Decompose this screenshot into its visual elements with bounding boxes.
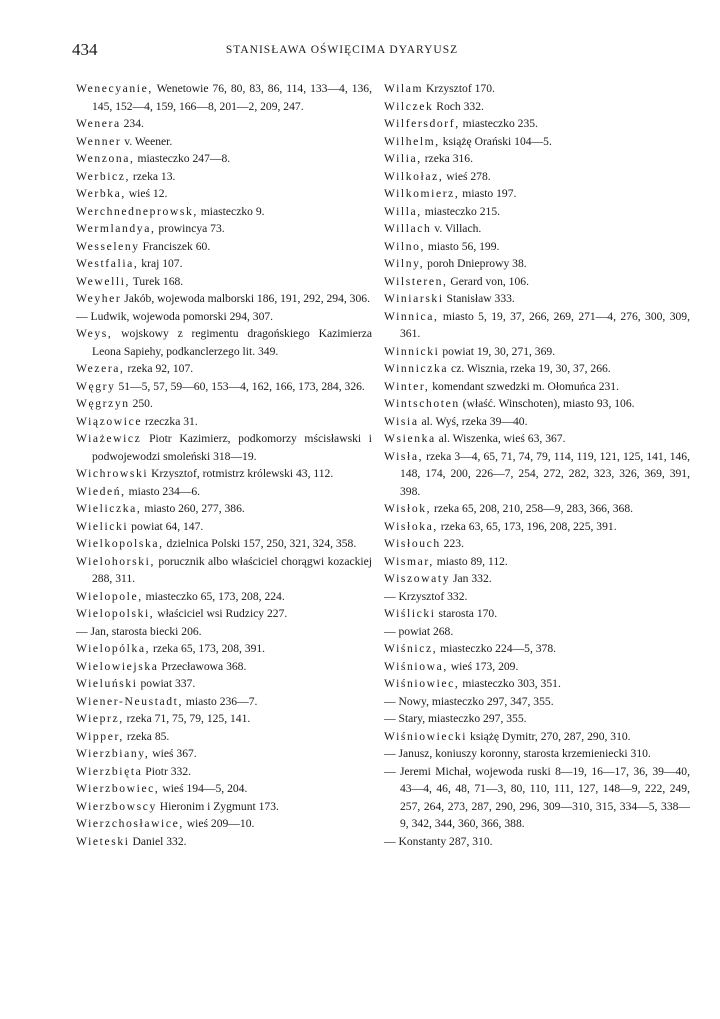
index-entry (76, 535, 372, 553)
entry-references: miasteczko 65, 173, 208, 224. (142, 589, 285, 603)
index-entry (384, 448, 690, 501)
index-entry (76, 360, 372, 378)
entry-references: miasteczko 224—5, 378. (437, 642, 557, 655)
entry-headword: Wielicki (76, 519, 129, 533)
entry-references: — Jan, starosta biecki 206. (76, 624, 202, 638)
entry-references: miasteczko 303, 351. (459, 677, 561, 690)
entry-headword: Wierzbowiec, (76, 782, 160, 795)
index-entry (384, 360, 690, 378)
entry-headword: Wilia, (384, 152, 422, 165)
entry-references: powiat 19, 30, 271, 369. (439, 344, 556, 358)
entry-references: al. Wiszenka, wieś 63, 367. (435, 432, 566, 445)
index-entry (76, 133, 372, 151)
index-entry (384, 500, 690, 518)
entry-headword: Wierzbowscy (76, 799, 157, 813)
index-entry (384, 395, 690, 413)
entry-headword: Wisłoka, (384, 519, 438, 533)
entry-references: rzeka 71, 75, 79, 125, 141. (123, 712, 251, 725)
entry-headword: Werbka, (76, 187, 126, 200)
index-entry (76, 763, 372, 781)
entry-headword: Wenecyanie, (76, 82, 153, 95)
entry-references: wieś 173, 209. (447, 659, 519, 673)
entry-references: Piotr Kazimierz, podkomorzy mścisławski i podwojewodzi smoleński 318—19. (92, 432, 372, 463)
entry-references: miasteczko 9. (197, 204, 265, 218)
index-entry (384, 553, 690, 571)
entry-references: cz. Wisznia, rzeka 19, 30, 37, 266. (448, 362, 611, 375)
index-entry (76, 220, 372, 238)
index-entry (384, 238, 690, 256)
entry-headword: Wiszowaty (384, 572, 451, 585)
index-entry (384, 623, 690, 641)
entry-headword: Wermlandya, (76, 222, 156, 235)
entry-references: Turek 168. (130, 274, 184, 288)
entry-headword: Werchnedneprowsk, (76, 204, 198, 218)
index-entry (384, 168, 690, 186)
entry-headword: Wilhelm, (384, 134, 440, 148)
index-entry (384, 343, 690, 361)
entry-headword: Wielopólka, (76, 642, 151, 655)
entry-references: porucznik albo właściciel chorągwi kozackiej 288, 311. (92, 554, 372, 585)
entry-headword: Wieprz, (76, 712, 124, 725)
index-entry (384, 588, 690, 606)
index-entry (76, 115, 372, 133)
index-entry (76, 378, 372, 396)
entry-references: — Ludwik, wojewoda pomorski 294, 307. (76, 309, 274, 323)
entry-headword: Węgrzyn (76, 397, 130, 410)
entry-references: Krzysztof, rotmistrz królewski 43, 112. (148, 467, 334, 480)
entry-references: 250. (129, 397, 153, 410)
entry-references: prowincya 73. (155, 222, 225, 235)
entry-headword: Wiedeń, (76, 484, 126, 498)
entry-headword: Wisłok, (384, 502, 432, 515)
entry-headword: Wsienka (384, 432, 436, 445)
entry-references: miasto 236—7. (183, 694, 258, 708)
index-entry (76, 553, 372, 588)
entry-references: wieś 12. (125, 187, 168, 200)
entry-headword: Wilsteren, (384, 274, 448, 288)
entry-headword: Wisia (384, 414, 419, 428)
entry-references: al. Wyś, rzeka 39—40. (418, 414, 528, 428)
entry-headword: Wielkopolska, (76, 537, 164, 550)
index-entry (76, 80, 372, 115)
entry-headword: Weys, (76, 327, 113, 340)
entry-references: wieś 367. (149, 747, 197, 760)
entry-headword: Wierzbiany, (76, 747, 150, 760)
index-entry (384, 378, 690, 396)
entry-references: rzeka 63, 65, 173, 196, 208, 225, 391. (437, 519, 617, 533)
entry-references: dzielnica Polski 157, 250, 321, 324, 358. (163, 537, 357, 550)
entry-references: Jakób, wojewoda malborski 186, 191, 292, 294, 306. (121, 292, 370, 305)
index-entry (384, 728, 690, 746)
entry-references: rzeczka 31. (142, 414, 198, 428)
entry-headword: Wieliczka, (76, 502, 142, 515)
entry-references: rzeka 65, 208, 210, 258—9, 283, 366, 368. (431, 502, 634, 515)
entry-headword: Wielopolski, (76, 607, 155, 620)
index-entry (76, 623, 372, 641)
index-entry (76, 605, 372, 623)
entry-headword: Wiązowice (76, 414, 143, 428)
entry-headword: Wilfersdorf, (384, 117, 460, 130)
entry-headword: Wipper, (76, 729, 124, 743)
index-entry (384, 570, 690, 588)
entry-references: Przecławowa 368. (158, 659, 247, 673)
index-entry (76, 798, 372, 816)
entry-references: miasteczko 215. (421, 204, 501, 218)
entry-references: — Jeremi Michał, wojewoda ruski 8—19, 16—17, 36, 39—40, 43—4, 46, 48, 71—3, 80, 110, 111, 127, 148—9, 222, 249, 257, 264, 273, 287, 290, 296, 309—310, 315, 334—5, 338—9, 342, 344, 360, 366, 388. (384, 764, 690, 830)
entry-headword: Willach (384, 222, 432, 235)
entry-headword: Wesseleny (76, 239, 140, 253)
index-entry (76, 675, 372, 693)
entry-references: kraj 107. (138, 257, 183, 270)
index-entry (76, 430, 372, 465)
entry-references: rzeka 65, 173, 208, 391. (150, 642, 266, 655)
entry-references: miasto 56, 199. (425, 239, 500, 253)
index-entry (384, 273, 690, 291)
entry-headword: Wiśniowiecki (384, 729, 468, 743)
entry-headword: Winnica, (384, 309, 439, 323)
entry-headword: Werbicz, (76, 169, 131, 183)
index-entry (384, 220, 690, 238)
entry-references: Franciszek 60. (139, 239, 211, 253)
entry-headword: Wilkomierz, (384, 187, 460, 200)
index-entry (76, 413, 372, 431)
index-entry (76, 780, 372, 798)
entry-references: miasto 197. (459, 187, 517, 200)
entry-references: wieś 194—5, 204. (159, 782, 248, 795)
entry-headword: Wiśnicz, (384, 642, 438, 655)
entry-headword: Wilno, (384, 239, 426, 253)
entry-headword: Wilczek (384, 99, 434, 113)
entry-references: rzeka 92, 107. (124, 362, 194, 375)
entry-headword: Wezera, (76, 362, 125, 375)
index-entry (384, 710, 690, 728)
index-entry (76, 640, 372, 658)
running-head: STANISŁAWA OŚWIĘCIMA DYARYUSZ (225, 44, 459, 56)
entry-headword: Wieteski (76, 834, 130, 848)
entry-references: poroh Dnieprowy 38. (424, 257, 527, 270)
index-entry (384, 430, 690, 448)
entry-headword: Wieluński (76, 677, 138, 690)
entry-references: Daniel 332. (129, 834, 187, 848)
entry-references: — Nowy, miasteczko 297, 347, 355. (384, 694, 554, 708)
index-entry (76, 290, 372, 308)
index-entry (384, 150, 690, 168)
index-column-left (76, 80, 372, 850)
entry-headword: Winter, (384, 379, 430, 393)
entry-references: miasteczko 235. (459, 117, 538, 130)
index-entry (76, 325, 372, 360)
index-entry (76, 168, 372, 186)
index-entry (384, 255, 690, 273)
entry-references: komendant szwedzki m. Ołomuńca 231. (429, 379, 620, 393)
entry-references: miasto 5, 19, 37, 266, 269, 271—4, 276, 300, 309, 361. (400, 309, 690, 340)
entry-headword: Wisłouch (384, 537, 441, 550)
entry-references: Gerard von, 106. (447, 274, 529, 288)
index-entry (384, 763, 690, 833)
index-entry (384, 80, 690, 98)
entry-headword: Wilny, (384, 257, 425, 270)
index-entry (76, 710, 372, 728)
entry-references: 234. (120, 117, 144, 130)
entry-headword: Wierzbięta (76, 764, 143, 778)
index-entry (384, 203, 690, 221)
index-entry (76, 203, 372, 221)
index-column-right (384, 80, 690, 850)
entry-references: Roch 332. (433, 99, 484, 113)
entry-headword: Weyher (76, 292, 122, 305)
entry-references: Wenetowie 76, 80, 83, 86, 114, 133—4, 136, 145, 152—4, 159, 166—8, 201—2, 209, 247. (92, 82, 372, 113)
entry-headword: Winiarski (384, 292, 444, 305)
index-entry (384, 605, 690, 623)
index-entry (76, 815, 372, 833)
index-entry (384, 115, 690, 133)
index-entry (384, 413, 690, 431)
entry-references: wieś 278. (443, 169, 491, 183)
entry-headword: Wiażewicz (76, 432, 142, 445)
entry-references: książę Dymitr, 270, 287, 290, 310. (467, 729, 631, 743)
entry-headword: Wierzchosławice, (76, 817, 184, 830)
entry-references: 223. (440, 537, 464, 550)
index-entry (384, 833, 690, 851)
entry-references: (właść. Winschoten), miasto 93, 106. (459, 397, 635, 410)
entry-headword: Willa, (384, 204, 422, 218)
entry-references: — Konstanty 287, 310. (384, 834, 493, 848)
entry-references: — Stary, miasteczko 297, 355. (384, 712, 527, 725)
entry-headword: Wismar, (384, 554, 434, 568)
entry-headword: Wielohorski, (76, 554, 155, 568)
index-entry (384, 675, 690, 693)
entry-references: — Janusz, koniuszy koronny, starosta krzemieniecki 310. (384, 747, 651, 760)
index-entry (384, 658, 690, 676)
entry-references: miasteczko 247—8. (134, 152, 231, 165)
entry-references: powiat 337. (137, 677, 196, 690)
entry-headword: Wiślicki (384, 607, 436, 620)
index-entry (76, 833, 372, 851)
index-entry (76, 238, 372, 256)
index-entry (76, 500, 372, 518)
entry-headword: Wiśniowa, (384, 659, 448, 673)
entry-headword: Wenera (76, 117, 121, 130)
entry-references: miasto 234—6. (125, 484, 201, 498)
index-entry (76, 693, 372, 711)
index-entry (76, 273, 372, 291)
index-entry (384, 290, 690, 308)
entry-references: starosta 170. (435, 607, 498, 620)
entry-references: rzeka 13. (130, 169, 176, 183)
entry-headword: Wiśniowiec, (384, 677, 460, 690)
entry-headword: Wenzona, (76, 152, 135, 165)
entry-references: Hieronim i Zygmunt 173. (156, 799, 279, 813)
entry-references: — powiat 268. (384, 624, 454, 638)
page-number: 434 (72, 40, 98, 59)
entry-references: rzeka 85. (123, 729, 170, 743)
entry-references: miasto 260, 277, 386. (141, 502, 245, 515)
entry-references: 51—5, 57, 59—60, 153—4, 162, 166, 173, 284, 326. (115, 379, 365, 393)
index-entry (76, 308, 372, 326)
entry-headword: Wisła, (384, 449, 424, 463)
index-entry (76, 518, 372, 536)
index-entry (76, 728, 372, 746)
entry-headword: Wenner (76, 134, 122, 148)
index-entry (384, 133, 690, 151)
index-entry (384, 308, 690, 343)
index-entry (76, 483, 372, 501)
index-entry (76, 255, 372, 273)
index-entry (384, 535, 690, 553)
index-entry (76, 658, 372, 676)
entry-references: wieś 209—10. (183, 817, 255, 830)
entry-references: Krzysztof 170. (423, 82, 495, 95)
index-entry (76, 745, 372, 763)
index-entry (76, 185, 372, 203)
page-header (72, 40, 692, 64)
entry-references: Piotr 332. (142, 764, 192, 778)
index-entry (384, 693, 690, 711)
entry-headword: Wewelli, (76, 274, 131, 288)
entry-references: v. Weener. (121, 134, 173, 148)
entry-references: Jan 332. (450, 572, 492, 585)
entry-references: v. Villach. (431, 222, 482, 235)
entry-headword: Wintschoten (384, 397, 460, 410)
index-entry (76, 465, 372, 483)
index-entry (384, 185, 690, 203)
entry-references: książę Orański 104—5. (439, 134, 552, 148)
entry-references: rzeka 316. (421, 152, 473, 165)
entry-references: powiat 64, 147. (128, 519, 204, 533)
index-entry (384, 98, 690, 116)
entry-headword: Winnicki (384, 344, 440, 358)
entry-references: rzeka 3—4, 65, 71, 74, 79, 114, 119, 121, 125, 141, 146, 148, 174, 200, 226—7, 254, 272, 282, 323, 326, 369, 391, 398. (400, 449, 690, 498)
index-entry (384, 745, 690, 763)
index-entry (76, 395, 372, 413)
entry-headword: Wielowiejska (76, 659, 159, 673)
index-entry (76, 588, 372, 606)
entry-headword: Wilkołaz, (384, 169, 444, 183)
index-entry (384, 518, 690, 536)
entry-headword: Wielopole, (76, 589, 143, 603)
entry-headword: Węgry (76, 379, 116, 393)
entry-references: Stanisław 333. (443, 292, 515, 305)
entry-headword: Wiener-Neustadt, (76, 694, 183, 708)
entry-references: właściciel wsi Rudzicy 227. (154, 607, 288, 620)
entry-headword: Wichrowski (76, 467, 149, 480)
entry-references: miasto 89, 112. (433, 554, 508, 568)
entry-headword: Westfalia, (76, 257, 139, 270)
entry-references: — Krzysztof 332. (384, 589, 468, 603)
entry-headword: Wilam (384, 82, 424, 95)
index-entry (76, 150, 372, 168)
entry-headword: Winniczka (384, 362, 449, 375)
index-entry (384, 640, 690, 658)
entry-references: wojskowy z regimentu dragońskiego Kazimierza Leona Sapiehy, podkanclerzego lit. 349. (92, 327, 372, 358)
